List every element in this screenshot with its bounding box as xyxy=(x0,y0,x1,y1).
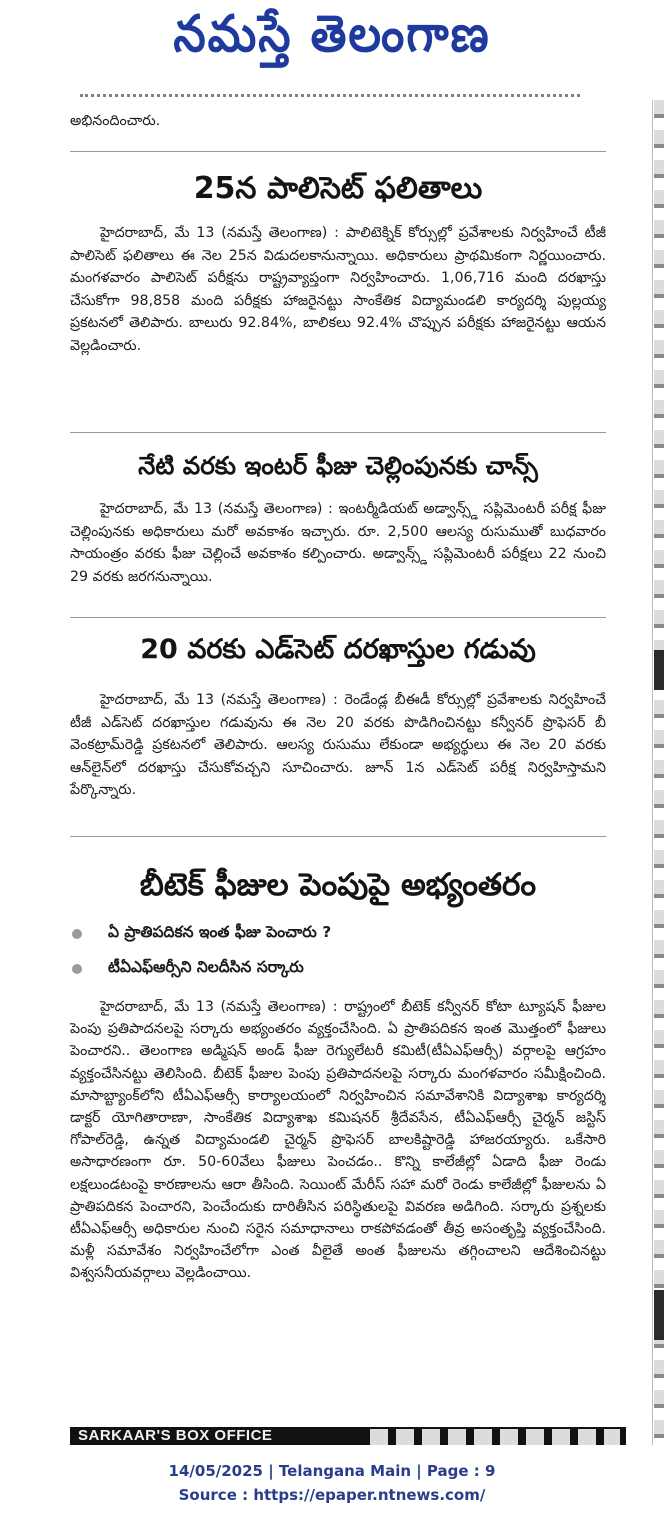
article-body-edcet: హైదరాబాద్, మే 13 (నమస్తే తెలంగాణ) : రెండేండ్ల బీఈడీ కోర్సుల్లో ప్రవేశాలకు నిర్వహించే టీజీ ఎడ్‌సెట్ దరఖాస్తుల గడువును ఈ నెల 20 వరకు పొడిగించినట్టు కన్వీనర్ ప్రొఫెసర్ బీ వెంకట్రామ్‌రెడ్డి ప్రకటనలో తెలిపారు. ఆలస్య రుసుము లేకుండా అభ్యర్థులు ఈ నెల 20 వరకు ఆన్‌లైన్‌లో దరఖాస్తు చేసుకోవచ్చని సూచించారు. జూన్ 1న ఎడ్‌సెట్ పరీక్ష నిర్వహిస్తామని పేర్కొన్నారు. xyxy=(70,692,606,799)
bullet-dot-icon xyxy=(72,929,82,939)
bullet-text: టీఏఎఫ్ఆర్సీని నిలదీసిన సర్కారు xyxy=(108,958,304,976)
banner-text: SARKAAR'S BOX OFFICE xyxy=(78,1427,273,1444)
adjacent-column-strip xyxy=(654,100,664,1445)
footer-date-edition: 14/05/2025 | Telangana Main | Page : 9 xyxy=(168,1462,496,1480)
bullet-dot-icon xyxy=(72,964,82,974)
bullet-point xyxy=(70,921,606,947)
article-body-btech-fees: హైదరాబాద్, మే 13 (నమస్తే తెలంగాణ) : రాష్ట్రంలో బీటెక్ కన్వీనర్ కోటా ట్యూషన్ ఫీజుల పెంపు ప్రతిపాదనలపై సర్కారు అభ్యంతరం వ్యక్తంచేసింది. ఏ ప్రాతిపదికన ఇంత మొత్తంలో ఫీజులు పెంచారని.. తెలంగాణ అడ్మిషన్ అండ్ ఫీజు రెగ్యులేటరీ కమిటీ(టీఏఎఫ్ఆర్సీ) వర్గాలపై ఆగ్రహం వ్యక్తంచేసినట్టు తెలిసింది. బీటెక్ ఫీజుల పెంపు ప్రతిపాదనలపై సర్కారు మంగళవారం సమీక్షించింది. మాసాబ్ట్యాంక్‌లోని టీఏఎఫ్ఆర్సీ కార్యాలయంలో నిర్వహించిన సమావేశానికి విద్యాశాఖ కార్యదర్శి డాక్టర్ యోగితారాణా, సాంకేతిక విద్యాశాఖ కమిషనర్ శ్రీదేవసేన, టీఏఎఫ్ఆర్సీ చైర్మన్ జస్టిస్ గోపాల్‌రెడ్డి, ఉన్నత విద్యామండలి చైర్మన్ ప్రొఫెసర్ బాలకిష్టారెడ్డి హాజరయ్యారు. ఒకేసారి అసాధారణంగా రూ. 50-60వేలు ఫీజులు పెంచడం.. కొన్ని కాలేజీల్లో ఏడాది ఫీజు రెండు లక్షలుండటంపై కారణాలను ఆరా తీసింది. సెయింట్ మేరీస్ సహా మరో రెండు కాలేజీల్లో ఫీజులను ఏ ప్రాతిపదికన పెంచారని, పెంచేందుకు దారితీసిన పరిస్థితులపై వివరణ అడిగింది. సర్కారు ప్రశ్నలకు టీఏఎఫ్ఆర్సీ అధికారుల నుంచి సరైన సమాధానాలు రాకపోవడంతో తీవ్ర అసంతృప్తి వ్యక్తంచేసింది. మళ్లీ సమావేశం నిర్వహించేలోగా ఎంత వీలైతే అంత ఫీజులను తగ్గించాలని ఆదేశించినట్టు విశ్వసనీయవర్గాలు వెల్లడించాయి. xyxy=(70,999,606,1282)
bullet-text: ఏ ప్రాతిపదికన ఇంత ఫీజు పెంచారు ? xyxy=(108,923,332,941)
headline-edcet-deadline: 20 వరకు ఎడ్‌సెట్ దరఖాస్తుల గడువు xyxy=(140,634,536,665)
adjacent-column-block xyxy=(654,1290,664,1340)
footer-source: Source : https://epaper.ntnews.com/ xyxy=(178,1486,486,1504)
newspaper-logo: నమస్తే తెలంగాణ xyxy=(173,3,491,64)
clipped-text-line xyxy=(80,94,580,105)
article-divider xyxy=(70,151,606,152)
article-divider xyxy=(70,432,606,433)
article-body-polycet: హైదరాబాద్, మే 13 (నమస్తే తెలంగాణ) : పాలిటెక్నిక్ కోర్సుల్లో ప్రవేశాలకు నిర్వహించే టీజీ పాలిసెట్ ఫలితాలు ఈ నెల 25న విడుదలకానున్నాయి. అధికారులు ప్రాథమికంగా నిర్ణయించారు. మంగళవారం పాలిసెట్ పరీక్షను రాష్ట్రవ్యాప్తంగా నిర్వహించారు. 1,06,716 మంది దరఖాస్తు చేసుకోగా 98,858 మంది పరీక్షకు హాజరైనట్టు సాంకేతిక విద్యామండలి కార్యదర్శి పుల్లయ్య ప్రకటనలో తెలిపారు. బాలురు 92.84%, బాలికలు 92.4% చొప్పున పరీక్షకు హాజరైనట్టు ఆయన వెల్లడించారు. xyxy=(70,225,606,354)
headline-btech-fees: బీటెక్ ఫీజుల పెంపుపై అభ్యంతరం xyxy=(139,867,537,903)
box-office-banner xyxy=(70,1427,626,1445)
previous-article-tail: అభినందించారు. xyxy=(70,113,161,129)
bullet-point xyxy=(70,956,606,982)
article-body-inter-fee: హైదరాబాద్, మే 13 (నమస్తే తెలంగాణ) : ఇంటర్మీడియట్ అడ్వాన్స్డ్ సప్లిమెంటరీ పరీక్ష ఫీజు చెల్లింపునకు అధికారులు మరో అవకాశం ఇచ్చారు. రూ. 2,500 ఆలస్య రుసుముతో బుధవారం సాయంత్రం వరకు ఫీజు చెల్లించే అవకాశం కల్పించారు. అడ్వాన్స్డ్ సప్లిమెంటరీ పరీక్షలు 22 నుంచి 29 వరకు జరగనున్నాయి. xyxy=(70,501,606,585)
article-divider xyxy=(70,617,606,618)
adjacent-column-block xyxy=(654,650,664,690)
headline-inter-fee: నేటి వరకు ఇంటర్ ఫీజు చెల్లింపునకు చాన్స్ xyxy=(138,451,538,480)
banner-title-graphic xyxy=(370,1429,620,1445)
headline-polycet-results: 25న పాలిసెట్ ఫలితాలు xyxy=(193,171,483,206)
masthead xyxy=(0,0,664,80)
article-divider xyxy=(70,836,606,837)
column-divider xyxy=(652,100,653,1445)
